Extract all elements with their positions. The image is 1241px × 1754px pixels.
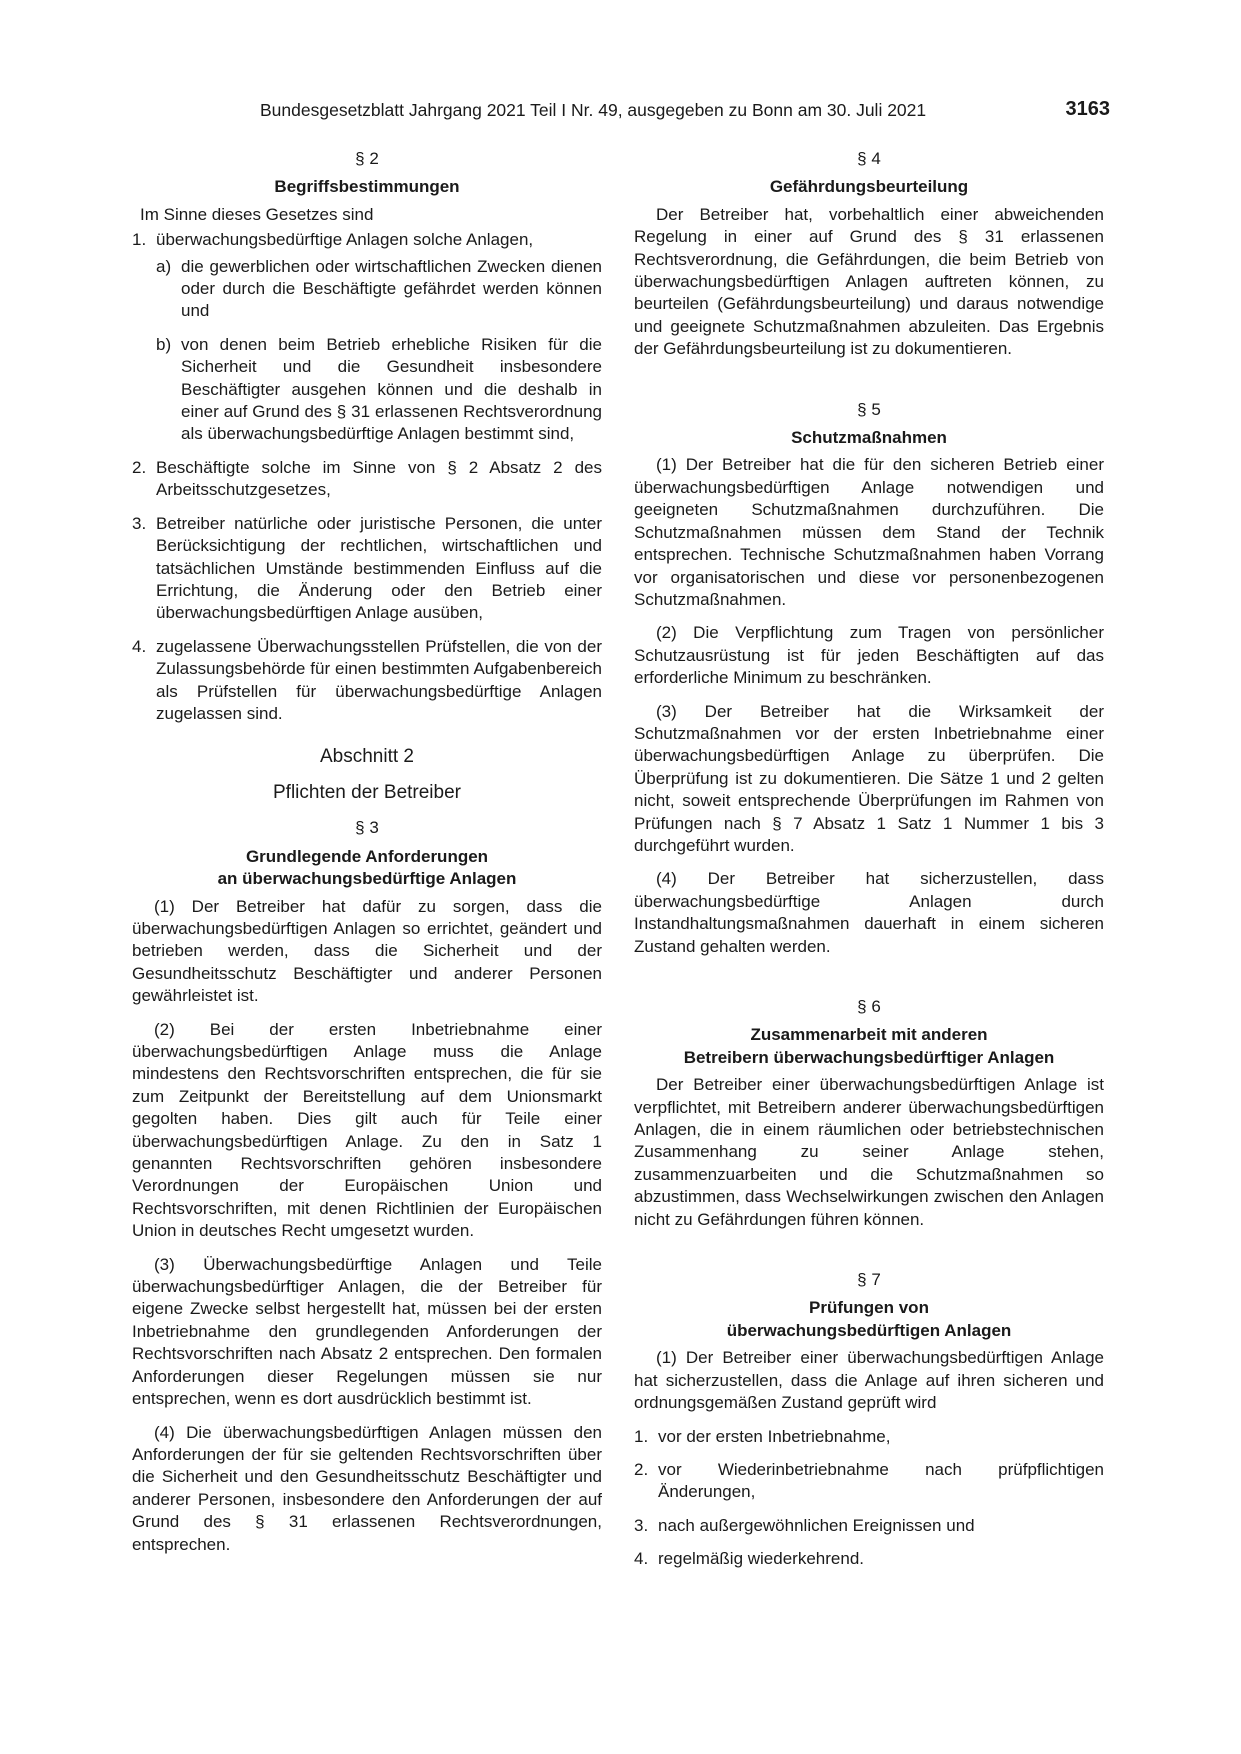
sub-item-text: von denen beim Betrieb erhebliche Risiken für die Sicherheit und die Gesundheit insbesondere Beschäftigter ausgehen können und die deshalb in einer auf Grund des § 31 erlassenen Rechtsverordnung als überwachungsbedürftige Anlagen bestimmt sind, xyxy=(181,334,602,444)
section-title: Schutzmaßnahmen xyxy=(791,428,947,448)
section-title-line: an überwachungsbedürftige Anlagen xyxy=(217,869,517,889)
section-title-line: Zusammenarbeit mit anderen xyxy=(750,1025,988,1045)
sub-item xyxy=(156,334,602,446)
list-item xyxy=(132,229,602,251)
item-text: regelmäßig wiederkehrend. xyxy=(658,1549,864,1569)
page-header xyxy=(130,100,1110,126)
list-item xyxy=(634,1459,1104,1504)
section-4 xyxy=(634,148,1104,361)
spacer xyxy=(634,1242,1104,1269)
section-title-line: Grundlegende Anforderungen xyxy=(245,846,489,866)
item-number: 1. xyxy=(132,230,147,250)
item-text: nach außergewöhnlichen Ereignissen und xyxy=(658,1515,975,1535)
sub-item-text: die gewerblichen oder wirtschaftlichen Zwecken dienen oder durch die Beschäftigte gefährdet werden können und xyxy=(181,256,602,321)
item-text: Beschäftigte solche im Sinne von § 2 Absatz 2 des Arbeitsschutzgesetzes, xyxy=(156,457,602,500)
item-number: 1. xyxy=(634,1426,649,1446)
item-number: 2. xyxy=(634,1459,649,1479)
item-text: überwachungsbedürftige Anlagen solche Anlagen, xyxy=(156,230,534,250)
section-title: Gefährdungsbeurteilung xyxy=(769,177,969,197)
spacer xyxy=(634,372,1104,399)
section-2 xyxy=(132,148,602,725)
section-sign: § 6 xyxy=(857,997,881,1016)
section-title xyxy=(132,846,602,891)
list-item xyxy=(634,1426,1104,1448)
list-item xyxy=(132,636,602,726)
paragraph: (1) Der Betreiber hat dafür zu sorgen, dass die überwachungsbedürftigen Anlagen so errichtet, geändert und betrieben werden, dass die Sicherheit und der Gesundheitsschutz Beschäftigter und anderer Personen gewährleistet ist. xyxy=(132,896,602,1006)
section-6 xyxy=(634,996,1104,1231)
intro-text: Im Sinne dieses Gesetzes sind xyxy=(140,204,374,224)
paragraph: Der Betreiber einer überwachungsbedürftigen Anlage ist verpflichtet, mit Betreibern anderer überwachungsbedürftigen Anlagen, die in einem räumlichen oder betriebstechnischen Zusammenhang zu seiner Anlage stehen, zusammenzuarbeiten und die Schutzmaßnahmen so abzustimmen, dass Wechselwirkungen zwischen den Anlagen nicht zu Gefährdungen führen können. xyxy=(634,1075,1104,1229)
paragraph: (3) Überwachungsbedürftige Anlagen und Teile überwachungsbedürftiger Anlagen, die der Betreiber für eigene Zwecke selbst hergestellt hat, müssen bei der ersten Inbetriebnahme den grundlegenden Anforderungen der Rechtsvorschriften nach Absatz 2 entsprechen. Den formalen Anforderungen dieser Regelungen müssen sie nur entsprechen, wenn es dort ausdrücklich bestimmt ist. xyxy=(132,1254,602,1409)
section-title: Begriffsbestimmungen xyxy=(274,177,460,197)
paragraph: (2) Bei der ersten Inbetriebnahme einer überwachungsbedürftigen Anlage muss die Anlage mindestens den Rechtsvorschriften entsprechen, die für sie zum Zeitpunkt der Bereitstellung auf dem Unionsmarkt gegolten haben. Dies gilt auch für Teile einer überwachungsbedürftigen Anlage. Zu den in Satz 1 genannten Rechtsvorschriften gehören insbesondere Verordnungen der Europäischen Union und Rechtsvorschriften, mit denen Richtlinien der Europäischen Union in deutsches Recht umgesetzt wurden. xyxy=(132,1019,602,1241)
spacer xyxy=(634,969,1104,996)
list-item xyxy=(132,457,602,502)
item-text: zugelassene Überwachungsstellen Prüfstellen, die von der Zulassungsbehörde für einen bestimmten Aufgabenbereich als Prüfstellen für überwachungsbedürftige Anlagen zugelassen sind. xyxy=(156,636,602,723)
sub-item xyxy=(156,256,602,323)
sub-item-letter: a) xyxy=(156,256,172,276)
section-sign: § 3 xyxy=(355,818,379,838)
gazette-header: Bundesgesetzblatt Jahrgang 2021 Teil I Nr. 49, ausgegeben zu Bonn am 30. Juli 2021 xyxy=(260,100,927,120)
item-text: vor der ersten Inbetriebnahme, xyxy=(658,1426,891,1446)
item-number: 4. xyxy=(132,636,147,656)
sub-item-letter: b) xyxy=(156,334,172,354)
section-title-line: Prüfungen von xyxy=(809,1298,929,1318)
item-number: 2. xyxy=(132,457,147,477)
section-5 xyxy=(634,399,1104,958)
paragraph: Der Betreiber hat, vorbehaltlich einer abweichenden Regelung in einer auf Grund des § 31 erlassenen Rechtsverordnung, die Gefährdungen, die beim Betrieb von überwachungsbedürftigen Anlagen auftreten können, zu beurteilen (Gefährdungsbeurteilung) und daraus notwendige und geeignete Schutzmaßnahmen abzuleiten. Das Ergebnis der Gefährdungsbeurteilung ist zu dokumentieren. xyxy=(634,204,1104,359)
section-title xyxy=(634,1297,1104,1342)
list-item xyxy=(634,1548,1104,1570)
paragraph: (4) Die überwachungsbedürftigen Anlagen müssen den Anforderungen der für sie geltenden Rechtsvorschriften über die Sicherheit und den Gesundheitsschutz Beschäftigter und anderer Personen, insbesondere den Anforderungen der auf Grund des § 31 erlassenen Rechtsverordnungen, entsprechen. xyxy=(132,1422,602,1554)
section-7 xyxy=(634,1269,1104,1570)
section-title-line: Betreibern überwachungsbedürftiger Anlagen xyxy=(683,1047,1055,1067)
list-item xyxy=(132,513,602,625)
chapter-heading: Abschnitt 2 xyxy=(320,746,414,768)
item-text: vor Wiederinbetriebnahme nach prüfpflichtigen Änderungen, xyxy=(658,1459,1104,1502)
paragraph: (4) Der Betreiber hat sicherzustellen, dass überwachungsbedürftige Anlagen durch Instandhaltungsmaßnahmen dauerhaft in einem sicheren Zustand gehalten werden. xyxy=(634,869,1104,956)
section-sign: § 5 xyxy=(857,399,881,419)
section-title-line: überwachungsbedürftigen Anlagen xyxy=(726,1320,1012,1340)
section-sign: § 4 xyxy=(857,149,881,168)
item-number: 3. xyxy=(634,1515,649,1535)
section-sign: § 2 xyxy=(355,149,379,168)
chapter-title: Pflichten der Betreiber xyxy=(273,782,461,804)
section-sign: § 7 xyxy=(857,1270,881,1290)
item-text: Betreiber natürliche oder juristische Personen, die unter Berücksichtigung der rechtlichen, wirtschaftlichen und tatsächlichen Umstände bestimmenden Einfluss auf die Errichtung, die Änderung oder den Betrieb einer überwachungsbedürftigen Anlage ausüben, xyxy=(156,513,602,623)
paragraph: (3) Der Betreiber hat die Wirksamkeit der Schutzmaßnahmen vor der ersten Inbetriebnahme einer überwachungsbedürftigen Anlage zu überprüfen. Die Überprüfung ist zu dokumentieren. Die Sätze 1 und 2 gelten nicht, soweit entsprechende Überprüfungen im Rahmen von Prüfungen nach § 7 Absatz 1 Satz 1 Nummer 1 bis 3 durchgeführt wurden. xyxy=(634,701,1104,855)
item-number: 3. xyxy=(132,513,147,533)
paragraph: (2) Die Verpflichtung zum Tragen von persönlicher Schutzausrüstung ist für jeden Beschäftigten auf das erforderliche Minimum zu beschränken. xyxy=(634,623,1104,688)
list-item xyxy=(634,1515,1104,1537)
section-3 xyxy=(132,817,602,1556)
item-number: 4. xyxy=(634,1549,649,1569)
left-column xyxy=(132,148,602,1567)
paragraph: (1) Der Betreiber hat die für den sicheren Betrieb einer überwachungsbedürftigen Anlage notwendigen und geeigneten Schutzmaßnahmen durchzuführen. Die Schutzmaßnahmen müssen dem Stand der Technik entsprechen. Technische Schutzmaßnahmen haben Vorrang vor organisatorischen und diese vor personenbezogenen Schutzmaßnahmen. xyxy=(634,455,1104,609)
right-column xyxy=(634,148,1104,1582)
paragraph: (1) Der Betreiber einer überwachungsbedürftigen Anlage hat sicherzustellen, dass die Anlage auf ihren sicheren und ordnungsgemäßen Zustand geprüft wird xyxy=(634,1348,1104,1413)
section-title xyxy=(634,1024,1104,1069)
page-number: 3163 xyxy=(1065,98,1110,120)
